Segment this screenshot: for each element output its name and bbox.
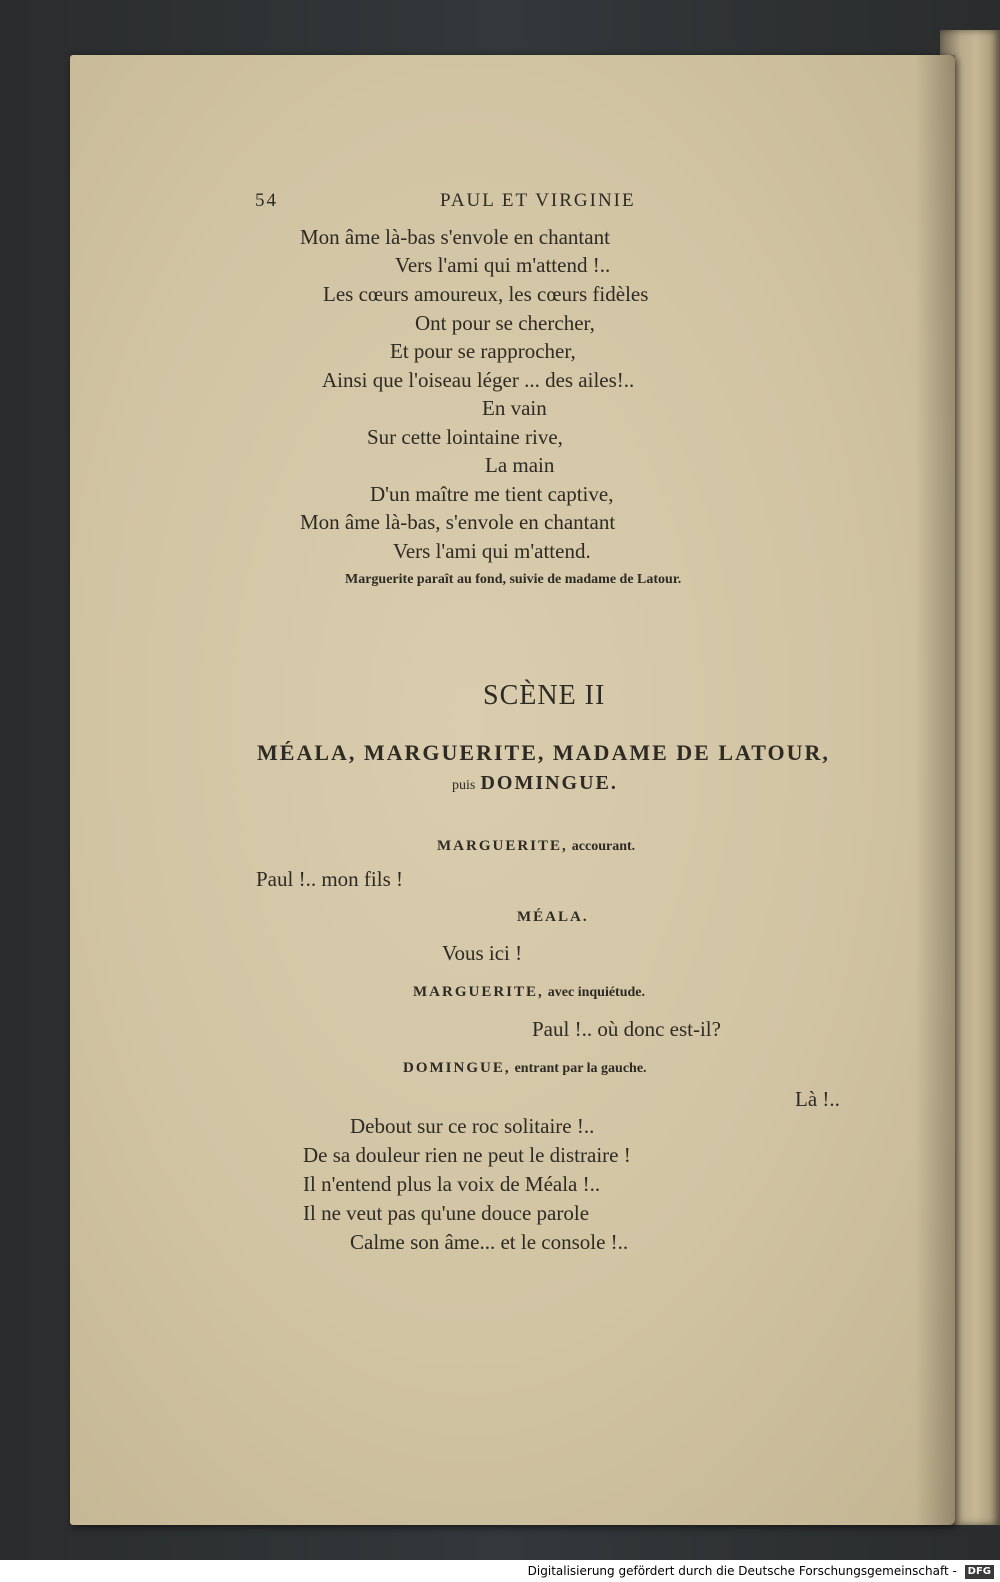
- speaker-heading: [413, 983, 645, 1001]
- speaker-direction: accourant.: [571, 839, 636, 854]
- cast-domingue: DOMINGUE.: [480, 772, 618, 794]
- dialogue-line: Paul !.. où donc est-il?: [532, 1017, 721, 1041]
- scene-cast: MÉALA, MARGUERITE, MADAME DE LATOUR,: [257, 740, 830, 765]
- speaker-name: MARGUERITE,: [413, 984, 544, 1000]
- page-number: 54: [255, 190, 278, 211]
- speaker-direction: avec inquiétude.: [547, 985, 645, 1000]
- speaker-heading: [403, 1059, 647, 1077]
- song-line: Sur cette lointaine rive,: [367, 425, 563, 449]
- song-line: Mon âme là-bas, s'envole en chantant: [300, 510, 616, 534]
- speaker-name: MÉALA.: [517, 909, 589, 925]
- running-title: PAUL ET VIRGINIE: [440, 190, 636, 211]
- song-line: Ont pour se chercher,: [415, 311, 595, 335]
- song-line: Et pour se rapprocher,: [390, 339, 576, 363]
- speaker-name: MARGUERITE,: [437, 838, 568, 854]
- footer-credit: Digitalisierung gefördert durch die Deutsche Forschungsgemeinschaft -: [527, 1564, 957, 1578]
- song-line: Vers l'ami qui m'attend.: [393, 539, 591, 563]
- page-gutter-shadow: [915, 55, 955, 1525]
- verse-line: De sa douleur rien ne peut le distraire !: [303, 1143, 631, 1167]
- dialogue-line: Là !..: [795, 1087, 840, 1111]
- speaker-direction: entrant par la gauche.: [514, 1061, 647, 1076]
- book-page: [70, 55, 955, 1525]
- dialogue-line: Vous ici !: [442, 941, 523, 965]
- song-line: Ainsi que l'oiseau léger ... des ailes!..: [322, 368, 635, 392]
- verse-line: Il ne veut pas qu'une douce parole: [303, 1201, 590, 1225]
- verse-line: Debout sur ce roc solitaire !..: [350, 1114, 595, 1138]
- stage-direction: Marguerite paraît au fond, suivie de madame de Latour.: [345, 572, 682, 587]
- digitization-footer: [0, 1560, 1000, 1582]
- speaker-heading: [437, 837, 635, 855]
- scene-title: SCÈNE II: [483, 680, 606, 711]
- dialogue-line: Paul !.. mon fils !: [256, 867, 403, 891]
- verse-line: Calme son âme... et le console !..: [350, 1230, 629, 1254]
- song-line: Les cœurs amoureux, les cœurs fidèles: [323, 282, 649, 306]
- speaker-heading: [517, 908, 589, 926]
- song-line: La main: [485, 453, 555, 477]
- verse-line: Il n'entend plus la voix de Méala !..: [303, 1172, 601, 1196]
- song-line: En vain: [482, 396, 547, 420]
- speaker-name: DOMINGUE,: [403, 1060, 511, 1076]
- song-line: Mon âme là-bas s'envole en chantant: [300, 225, 610, 249]
- scene-cast-continued: [452, 770, 618, 796]
- song-line: D'un maître me tient captive,: [370, 482, 614, 506]
- dfg-logo: DFG: [965, 1565, 994, 1579]
- song-line: Vers l'ami qui m'attend !..: [395, 253, 611, 277]
- cast-puis: puis: [452, 778, 476, 793]
